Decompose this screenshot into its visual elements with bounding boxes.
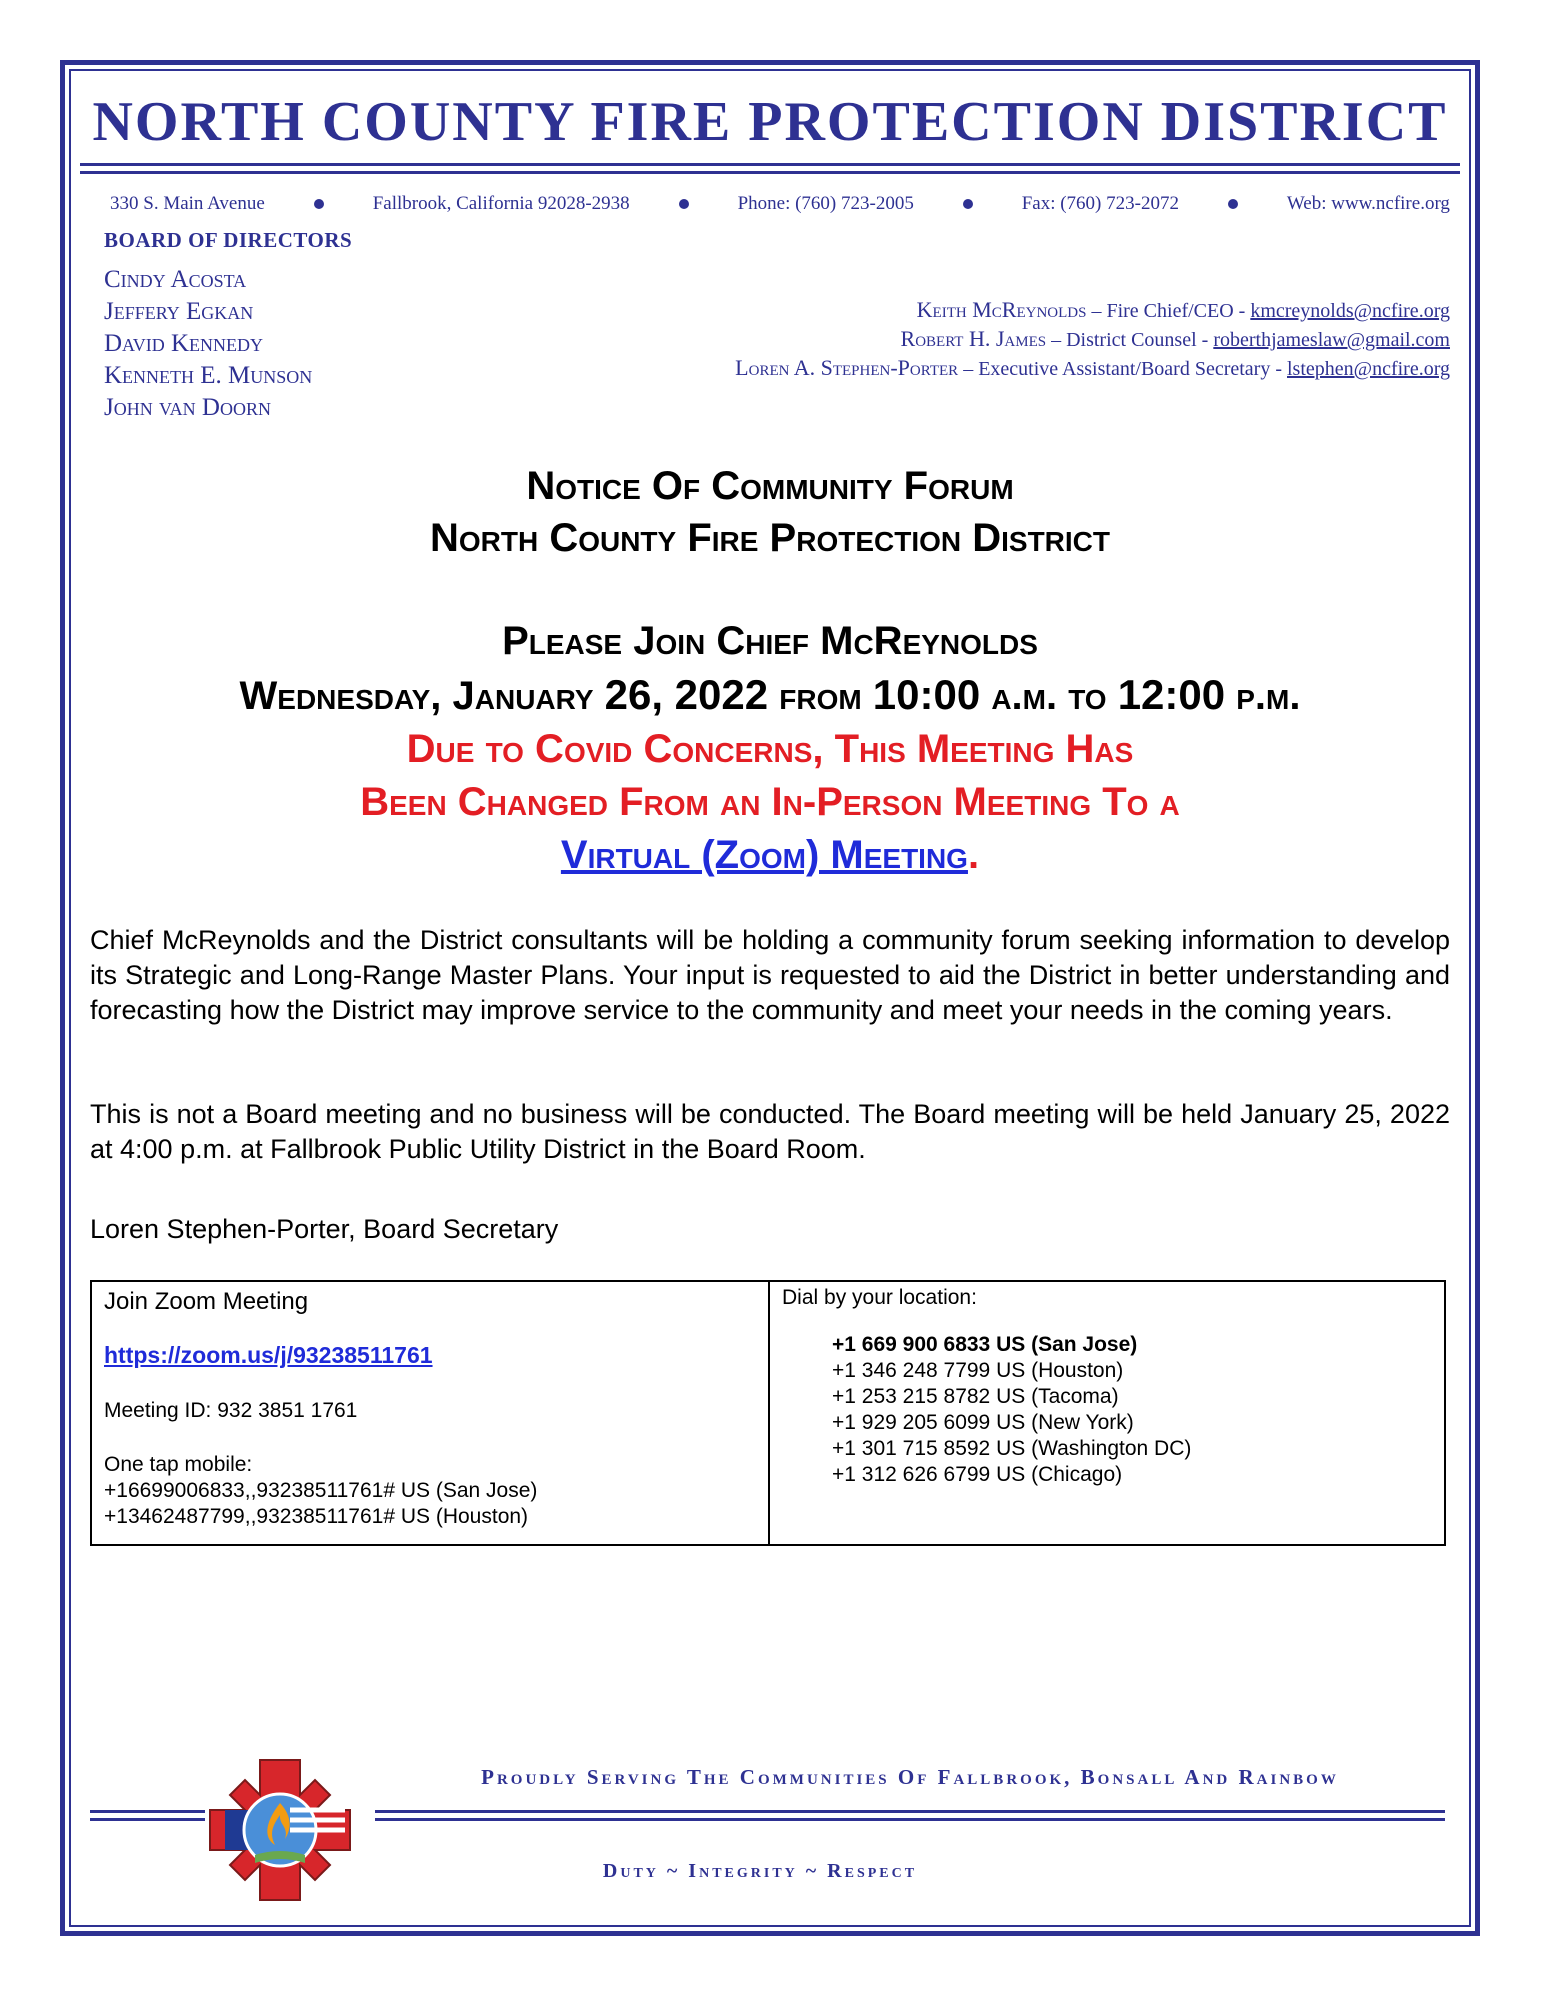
- footer-rule-left-2: [90, 1818, 205, 1821]
- period: .: [967, 833, 980, 877]
- one-tap-number[interactable]: +16699006833,,93238511761# US (San Jose): [104, 1479, 538, 1502]
- board-members: [104, 264, 312, 424]
- board-heading: BOARD OF DIRECTORS: [104, 228, 353, 252]
- zoom-info-table: [90, 1280, 1446, 1546]
- board-member: Kenneth E. Munson: [104, 362, 313, 389]
- date-number: 26, 2022: [604, 671, 769, 718]
- footer-rule-right-1: [375, 1810, 1445, 1813]
- board-member: Jeffery Egkan: [104, 298, 254, 325]
- staff-list: [735, 296, 1450, 383]
- join-zoom-label: Join Zoom Meeting: [104, 1288, 309, 1315]
- covid-line-1: Due to Covid Concerns, This Meeting Has: [406, 727, 1134, 771]
- staff-title: – Executive Assistant/Board Secretary -: [958, 358, 1287, 380]
- body-paragraph-1: Chief McReynolds and the District consultants will be holding a community forum seeking information to develop its Strategic and Long-Range Master Plans. Your input is requested to aid the District in better understanding and forecasting how the District may improve service to the community and meet your needs in the coming years.: [90, 925, 1450, 1025]
- dial-numbers: [832, 1332, 1191, 1488]
- board-member: Cindy Acosta: [104, 266, 247, 293]
- bullet-icon: [963, 199, 973, 209]
- join-line: Please Join Chief McReynolds: [502, 619, 1038, 663]
- contact-row: [110, 193, 1450, 215]
- staff-row: [735, 354, 1450, 383]
- dial-number-primary[interactable]: +1 669 900 6833 US (San Jose): [832, 1333, 1138, 1356]
- body-paragraph-2: This is not a Board meeting and no business will be conducted. The Board meeting will be held January 25, 2022 at 4:00 p.m. at Fallbrook Public Utility District in the Board Room.: [90, 1099, 1450, 1164]
- one-tap-number[interactable]: +13462487799,,93238511761# US (Houston): [104, 1505, 529, 1528]
- fire-district-logo-icon: [205, 1755, 355, 1905]
- table-divider: [768, 1282, 770, 1544]
- footer-values: Duty ~ Integrity ~ Respect: [602, 1860, 918, 1882]
- staff-name: Robert H. James: [900, 326, 1047, 351]
- org-title: NORTH COUNTY FIRE PROTECTION DISTRICT: [92, 91, 1448, 153]
- phone: Phone: (760) 723-2005: [737, 193, 914, 214]
- date-line: [69, 668, 1471, 723]
- time-end: 12:00: [1117, 671, 1226, 718]
- footer-rule-right-2: [375, 1818, 1445, 1821]
- notice-title: Notice Of Community Forum: [526, 464, 1014, 508]
- signature: Loren Stephen-Porter, Board Secretary: [90, 1214, 559, 1244]
- staff-name: Loren A. Stephen-Porter: [735, 355, 959, 380]
- footer-rule-left-1: [90, 1810, 205, 1813]
- dial-number[interactable]: +1 929 205 6099 US (New York): [832, 1411, 1134, 1434]
- staff-row: [735, 325, 1450, 354]
- date-text: a.m. to: [980, 674, 1118, 718]
- header-rule-bottom: [80, 171, 1460, 174]
- address: 330 S. Main Avenue: [110, 193, 265, 214]
- dial-number[interactable]: +1 346 248 7799 US (Houston): [832, 1359, 1124, 1382]
- staff-name: Keith McReynolds: [916, 297, 1087, 322]
- dial-number[interactable]: +1 301 715 8592 US (Washington DC): [832, 1437, 1192, 1460]
- notice-subtitle: North County Fire Protection District: [430, 516, 1110, 560]
- dial-number[interactable]: +1 253 215 8782 US (Tacoma): [832, 1385, 1119, 1408]
- meeting-id: Meeting ID: 932 3851 1761: [104, 1399, 358, 1422]
- board-member: David Kennedy: [104, 330, 264, 357]
- bullet-icon: [1228, 199, 1238, 209]
- one-tap-label: One tap mobile:: [104, 1453, 253, 1476]
- virtual-meeting-link[interactable]: Virtual (Zoom) Meeting: [560, 833, 968, 877]
- staff-email-link[interactable]: roberthjameslaw@gmail.com: [1213, 329, 1450, 351]
- dial-label: Dial by your location:: [782, 1286, 977, 1309]
- bullet-icon: [679, 199, 689, 209]
- one-tap-block: [104, 1452, 537, 1530]
- date-text: Wednesday, January: [239, 674, 605, 718]
- fax: Fax: (760) 723-2072: [1021, 193, 1179, 214]
- staff-title: – District Counsel -: [1046, 329, 1214, 351]
- staff-row: [735, 296, 1450, 325]
- staff-title: – Fire Chief/CEO -: [1086, 300, 1251, 322]
- zoom-url-link[interactable]: https://zoom.us/j/93238511761: [104, 1342, 433, 1368]
- date-text: from: [768, 674, 873, 718]
- bullet-icon: [314, 199, 324, 209]
- board-member: John van Doorn: [104, 394, 271, 421]
- footer-motto: Proudly Serving The Communities Of Fallbrook, Bonsall And Rainbow: [481, 1765, 1339, 1789]
- staff-email-link[interactable]: kmcreynolds@ncfire.org: [1250, 300, 1450, 322]
- time-start: 10:00: [872, 671, 981, 718]
- virtual-line: [69, 829, 1471, 882]
- date-text: p.m.: [1225, 674, 1301, 718]
- event-details: [69, 615, 1471, 882]
- city: Fallbrook, California 92028-2938: [372, 193, 630, 214]
- dial-number[interactable]: +1 312 626 6799 US (Chicago): [832, 1463, 1123, 1486]
- covid-line-2: Been Changed From an In-Person Meeting To a: [360, 780, 1180, 824]
- staff-email-link[interactable]: lstephen@ncfire.org: [1287, 358, 1450, 380]
- header-rule-top: [80, 163, 1460, 166]
- website[interactable]: Web: www.ncfire.org: [1286, 193, 1450, 214]
- notice-heading: [69, 460, 1471, 564]
